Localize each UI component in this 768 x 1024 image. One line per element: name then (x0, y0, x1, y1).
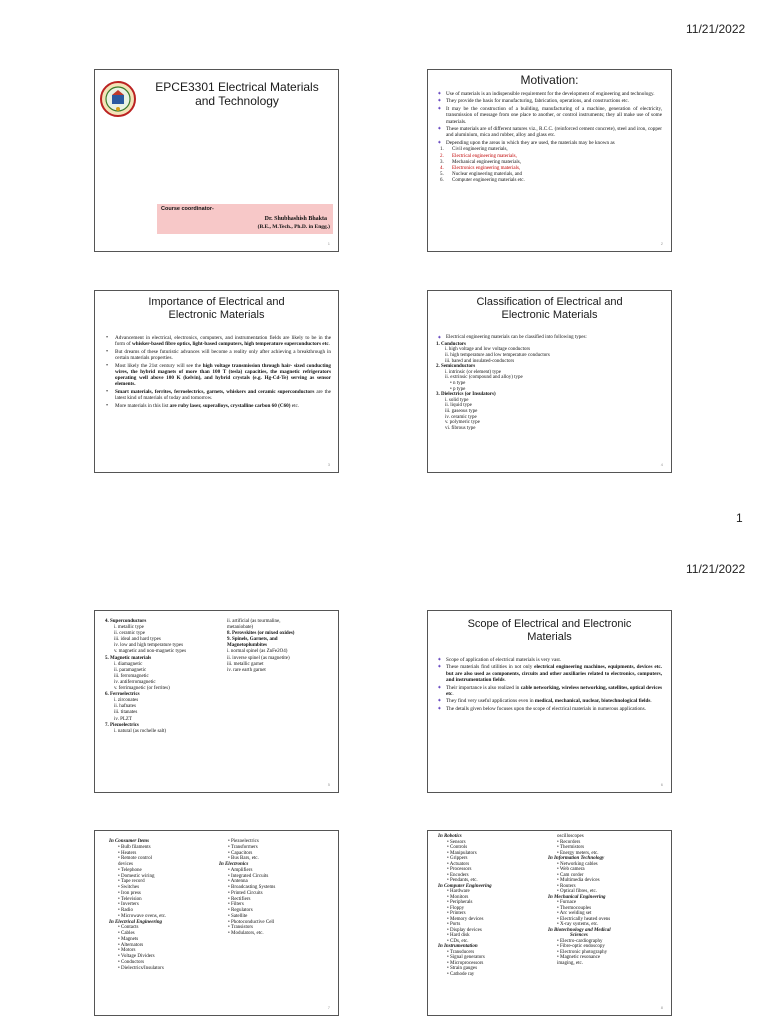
list-item: • Peripherals (447, 900, 473, 905)
list-item: iv. rare earth garnet (227, 667, 266, 673)
list-item: 3. Mechanical engineering materials, (440, 159, 521, 165)
section-heading: In Robotics (438, 834, 462, 839)
list-item: • Strain gauges (447, 966, 478, 971)
list-item: • p type (450, 386, 466, 392)
list-item: • Bulb filaments (118, 844, 151, 850)
slide-number: 3 (327, 462, 330, 467)
list-item: ii. extrinsic (compound and alloy) type (445, 375, 523, 381)
list-item: iv. antiferromagnetic (114, 679, 156, 685)
list-item: • Furnace (557, 900, 577, 905)
bullet: • More materials in this list are ruby laser, superalloys, crystalline carbon 60 (C60) etc. (106, 402, 300, 409)
arrow-bullet-icon: ➧ (437, 126, 443, 133)
bullet-dot-icon: • (106, 348, 109, 355)
list-item: • Piezoelectrics (228, 839, 259, 844)
coordinator-name: Dr. Shubhashish Bhakta (264, 216, 327, 222)
list-item: i. solid type (445, 397, 469, 403)
section-heading: In Computer Engineering (438, 883, 492, 889)
section-heading: In Electrical Engineering (109, 919, 163, 925)
section-heading: In Electronics (219, 862, 249, 867)
list-item: i. zirconates (114, 698, 139, 704)
list-item: 2. Electrical engineering materials, (440, 153, 517, 159)
list-item: iii. gaseous type (445, 408, 478, 414)
section-heading: In Mechanical Engineering (548, 894, 606, 900)
bullet: ➧ These materials find utilities in not only electrical engineering machines, equipments, devices etc. but are also used as components, circuits and other auxiliaries related to electronics, computers, and instrumentation fields. (437, 664, 662, 684)
list-item: • Energy meters, etc. (557, 850, 599, 856)
list-item: • Actuators (447, 861, 470, 867)
list-item: • Optical fibres, etc. (557, 889, 597, 894)
page-number: 1 (736, 511, 743, 525)
section-heading: 6. Ferroelectrics (105, 692, 140, 698)
section-heading: In Instrumentation (438, 944, 478, 949)
list-item: • Electrically heated ovens (557, 916, 611, 922)
list-item: • Magnetic resonance (557, 955, 601, 960)
coordinator-degree: (B.E., M.Tech., Ph.D. in Engg.) (257, 224, 330, 230)
list-item: 4. Electronics engineering materials, (440, 165, 521, 171)
slide-number: 5 (327, 782, 330, 787)
list-item: • n type (450, 380, 466, 386)
section-heading: Sciences (570, 933, 588, 938)
list-item: i. natural (as rochelle salt) (114, 728, 167, 734)
list-item: oscilloscopes (557, 834, 584, 839)
list-item: • Antenna (228, 879, 248, 885)
list-item: • Tape record (118, 879, 145, 885)
list-item: i. high voltage and low voltage conductors (445, 347, 531, 353)
slide-classification (427, 290, 672, 473)
list-item: • Inverters (118, 902, 139, 908)
list-item: • Motors (118, 948, 136, 954)
bullet: ➧ The details given below focuses upon the scope of electrical materials in numerous applications. (437, 705, 646, 712)
slide-number: 4 (660, 462, 663, 467)
slide-number: 2 (660, 241, 663, 246)
slide-heading-line2: Electronic Materials (168, 309, 265, 322)
list-item: v. ferrimagnetic (or ferrites) (114, 686, 170, 692)
list-item: • Remote control (118, 856, 152, 862)
list-item: devices (118, 862, 133, 867)
slide-number: 8 (660, 1005, 663, 1010)
arrow-bullet-icon: ➧ (437, 657, 443, 663)
list-item: • Heaters (118, 850, 137, 856)
section-heading: In Information Technology (548, 856, 605, 861)
slide-heading-line1: Importance of Electrical and (148, 296, 285, 308)
list-item: • Ports (447, 922, 461, 927)
list-item: • Regulators (228, 908, 253, 913)
list-item: • Capacitors (228, 850, 253, 856)
list-item: • Routers (557, 883, 576, 889)
section-heading: 7. Piezoelectrics (105, 722, 139, 728)
bullet: • Advancement in electrical, electronics, computers, and instrumentation fields are likely to be in the form of whisker-based fibre optics, light-based computers, high temperature superconductors etc. (106, 335, 331, 348)
arrow-bullet-icon: ➧ (437, 698, 443, 705)
list-item: • Arc welding set (557, 911, 592, 916)
section-heading: 3. Dielectrics (or Insulators) (436, 392, 496, 398)
list-item: iv. ceramic type (445, 414, 477, 420)
list-item: • Transducers (447, 949, 475, 955)
slide-heading-line2: Electronic Materials (501, 309, 598, 322)
slide-number: 6 (660, 782, 663, 787)
list-item: • Microwave ovens, etc. (118, 913, 167, 919)
list-item: • Radio (118, 908, 133, 913)
list-item: • Hard disk (447, 933, 470, 938)
arrow-bullet-icon: ➧ (437, 91, 443, 97)
list-item: • Memory devices (447, 916, 484, 922)
bullet: ➧ Scope of application of electrical materials is very vast. (437, 657, 562, 663)
bullet: ➧ These materials are of different natures viz., R.C.C. (reinforced cement concrete), steel and iron, copper and aluminium, mica and rubber, alloy and glass etc. (437, 126, 662, 139)
list-item: • Controls (447, 845, 468, 850)
list-item: • Hardware (447, 889, 470, 894)
section-heading: 5. Magnetic materials (105, 655, 152, 661)
bullet: ➧ Electrical engineering materials can be classified into following types: (437, 335, 587, 341)
list-item: • Conductors (118, 959, 145, 965)
slide-heading: Motivation: (520, 73, 579, 87)
list-item: • Voltage Dividers (118, 954, 155, 959)
arrow-bullet-icon: ➧ (437, 664, 443, 671)
slide-title-line1: EPCE3301 Electrical Materials (155, 80, 319, 94)
list-item: • Pendants, etc. (447, 878, 478, 883)
list-item: • Electro-cardiography (557, 938, 603, 944)
slide-heading-line2: Materials (527, 631, 572, 644)
slide-motivation (427, 69, 672, 252)
arrow-bullet-icon: ➧ (437, 139, 443, 146)
section-heading: 8. Perovskites (or mixed oxides) (227, 631, 295, 637)
section-heading: 1. Conductors (436, 341, 467, 347)
slide-applications-2 (427, 830, 672, 1016)
list-item: iii. titanates (114, 710, 138, 716)
list-item: metaniobate) (227, 625, 254, 631)
list-item: i. metallic type (114, 625, 144, 631)
list-item: iii. ideal and hard types (114, 637, 161, 643)
bullet: ➧ It may be the construction of a building, manufacturing of a machine, generation of electricity, transmission of message from one place to another, or control instruments; they all make use of some materials. (437, 105, 662, 125)
list-item: ii. hafnates (114, 704, 136, 710)
list-item: ii. inverse spinel (as magnetite) (227, 655, 290, 661)
list-item: • Bus Bars, etc. (228, 856, 259, 862)
bullet-dot-icon: • (106, 335, 109, 341)
list-item: 6. Computer engineering materials etc. (440, 178, 525, 184)
list-item: • Amplifiers (228, 867, 253, 873)
list-item: • Printers (447, 911, 466, 916)
list-item: • Encoders (447, 872, 469, 878)
list-item: • Manipulators (447, 850, 477, 856)
list-item: i. diamagnetic (114, 661, 143, 667)
list-item: • Modulators, etc. (228, 931, 264, 936)
section-heading: 9. Spinels, Garnets, and (227, 637, 278, 643)
list-item: • Iron press (118, 890, 141, 896)
list-item: • Integrated Circuits (228, 873, 269, 879)
list-item: • CDs, etc. (447, 938, 469, 944)
slide-title (94, 69, 339, 252)
slide-importance (94, 290, 339, 473)
slide-number: 1 (327, 241, 330, 246)
list-item: • Processors (447, 867, 472, 872)
list-item: • Networking cables (557, 861, 598, 867)
list-item: • X-ray systems, etc. (557, 922, 599, 927)
arrow-bullet-icon: ➧ (437, 335, 443, 341)
list-item: • Signal generators (447, 955, 485, 960)
list-item: ii. paramagnetic (114, 667, 147, 673)
list-item: • Web camera (557, 867, 585, 872)
list-item: • Floppy (447, 905, 465, 911)
list-item: • Printed Circuits (228, 890, 263, 896)
list-item: • Satellite (228, 913, 248, 919)
list-item: • Domestic wiring (118, 873, 155, 879)
section-heading: Magnetoplumbites (227, 643, 267, 649)
list-item: • Thermistors (557, 845, 585, 850)
slide-scope (427, 610, 672, 793)
list-item: ii. high temperature and low temperature conductors (445, 352, 550, 358)
list-item: • Photoconductive Cell (228, 919, 275, 925)
slide-heading-line1: Scope of Electrical and Electronic (467, 618, 632, 630)
list-item: iv. PLZT (114, 716, 133, 722)
list-item: • Magnets (118, 936, 139, 942)
list-item: • Cables (118, 931, 135, 936)
university-logo (99, 80, 137, 118)
bullet: • Most likely the 21st century will see the high voltage transmission through hair- sized conducting wires, the hybrid magnets of more than 100 T (tesla) capacities, the magnetic refrigerators operating well above 100 K (kelvin), and hybrid crystals (e.g. Hg-Cd-Te) serving as sensor elements. (106, 362, 331, 388)
section-heading: 4. Superconductors (105, 619, 147, 624)
list-item: v. polymeric type (445, 420, 480, 426)
list-item: i. intrinsic (or element) type (445, 369, 501, 375)
list-item: • Microprocessors (447, 960, 484, 966)
section-heading: In Consumer Items (109, 839, 150, 844)
bullet: ➧ Depending upon the areas in which they are used, the materials may be known as (437, 139, 615, 146)
list-item: iii. ferromagnetic (114, 673, 149, 679)
list-item: • Broadcasting Systems (228, 885, 276, 890)
bullet: ➧ Their importance is also realized in cable networking, wireless networking, satellites, optical devices etc. (437, 684, 662, 697)
list-item: • Sensors (447, 839, 466, 845)
bullet: • Smart materials, ferrites, ferroelectrics, garnets, whiskers and ceramic superconductors are the latest kind of materials of today and tomorrow. (106, 388, 331, 402)
list-item: v. magnetic and non-magnetic types (114, 649, 187, 655)
list-item: • Telephone (118, 867, 142, 873)
bullet: ➧ Use of materials is an indispensible requirement for the development of engineering and technology. (437, 91, 655, 97)
slide-title-line2: and Technology (195, 94, 279, 109)
bullet-dot-icon: • (106, 388, 109, 395)
coordinator-label: Course coordinator- (161, 206, 214, 212)
list-item: • Fibre-optic endoscopy (557, 944, 605, 949)
section-heading: In Biotechnology and Medical (548, 927, 611, 933)
list-item: 5. Nuclear engineering materials, and (440, 172, 522, 178)
bullet-dot-icon: • (106, 362, 109, 369)
list-item: vi. fibrous type (445, 425, 476, 431)
list-item: • Monitors (447, 894, 469, 900)
list-item: iii. metallic garnet (227, 661, 264, 667)
list-item: • Rectifiers (228, 896, 251, 902)
list-item: ii. liquid type (445, 403, 472, 409)
coordinator-box (157, 204, 333, 234)
list-item: • Alternators (118, 942, 144, 948)
list-item: • Dielectrics/Insulators (118, 965, 164, 971)
slide-number: 7 (327, 1005, 330, 1010)
list-item: • Recorders (557, 839, 581, 845)
list-item: • Electronic photography (557, 949, 608, 955)
list-item: ii. artificial (as tourmaline, (227, 619, 281, 624)
page-date: 11/21/2022 (686, 22, 746, 36)
list-item: 1. Civil engineering materials, (440, 147, 508, 153)
list-item: • Thermocouples (557, 905, 592, 911)
materials-list (436, 147, 662, 184)
list-item: • Switches (118, 885, 140, 890)
list-item: imaging, etc. (557, 960, 583, 966)
list-item: • Grippers (447, 856, 468, 861)
bullet-dot-icon: • (106, 402, 109, 409)
arrow-bullet-icon: ➧ (437, 98, 443, 105)
bullet: ➧ They provide the basis for manufacturing, fabrication, operations, and constructions etc. (437, 98, 629, 105)
list-item: • Contacts (118, 925, 139, 931)
arrow-bullet-icon: ➧ (437, 684, 443, 691)
list-item: i. normal spinel (as ZnFe2O4) (227, 649, 288, 655)
bullet: • But dreams of these futuristic advances will become a reality only after achieving a breakthrough in certain materials properties. (106, 348, 331, 362)
slide-heading-line1: Classification of Electrical and (476, 296, 623, 308)
list-item: • Television (118, 896, 142, 902)
slide-classification-continued (94, 610, 339, 793)
list-item: • Multimedia devices (557, 878, 600, 883)
slide-applications-1 (94, 830, 339, 1016)
list-item: • Cam corder (557, 872, 584, 878)
list-item: ii. ceramic type (114, 631, 145, 637)
list-item: iv. low and high temperature types (114, 643, 184, 649)
list-item: • Filters (228, 902, 244, 908)
page-date: 11/21/2022 (686, 562, 746, 576)
arrow-bullet-icon: ➧ (437, 105, 443, 112)
list-item: • Display devices (447, 927, 482, 933)
arrow-bullet-icon: ➧ (437, 705, 443, 712)
list-item: • Transformers (228, 844, 258, 850)
bullet: ➧ They find very useful applications even in medical, mechanical, nuclear, biotechnological fields. (437, 698, 652, 705)
list-item: iii. bared and insulated-conductors (445, 358, 515, 364)
list-item: • Transistors (228, 925, 253, 931)
list-item: • Cathode ray (447, 971, 475, 977)
section-heading: 2. Semiconductors (436, 364, 476, 370)
